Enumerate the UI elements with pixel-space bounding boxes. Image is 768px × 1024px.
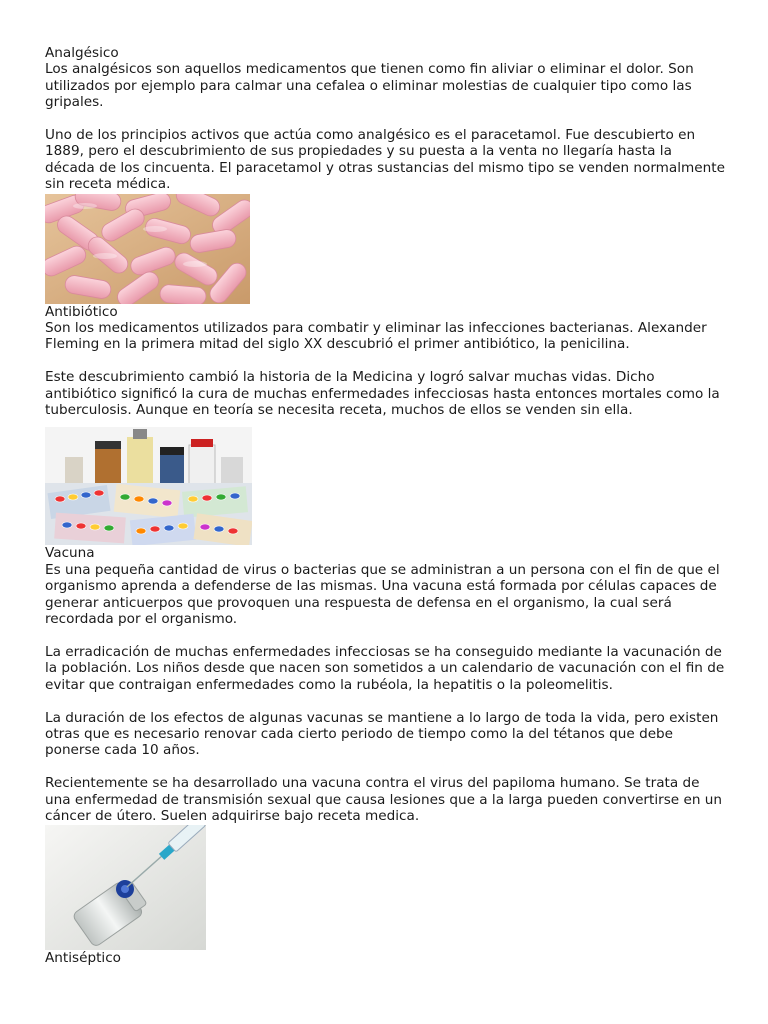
- paragraph: Uno de los principios activos que actúa como analgésico es el paracetamol. Fue descubierto en 1889, pero el descubrimiento de sus propiedades y su puesta a la venta no llegaría hasta la década de los cincuenta. El paracetamol y otras sustancias del mismo tipo se venden normalmente sin receta médica.: [45, 127, 725, 193]
- vaccine-image: [45, 825, 206, 950]
- paragraph: Recientemente se ha desarrollado una vacuna contra el virus del papiloma humano. Se trata de una enfermedad de transmisión sexual que causa lesiones que a la larga pueden convertirse en un cáncer de útero. Suelen adquirirse bajo receta medica.: [45, 775, 723, 824]
- syringe-vial-illustration: [45, 825, 206, 950]
- medicine-bottles-illustration: [45, 427, 252, 545]
- pills-image: [45, 194, 250, 304]
- paragraph-gap: [45, 693, 725, 709]
- section-title-analgesico: Analgésico: [45, 45, 119, 61]
- paragraph-gap: [45, 759, 725, 775]
- paragraph: Son los medicamentos utilizados para combatir y eliminar las infecciones bacterianas. Alexander Fleming en la primera mitad del siglo XX descubrió el primer antibiótico, la penicilina.: [45, 320, 707, 353]
- paragraph: Es una pequeña cantidad de virus o bacterias que se administran a un persona con el fin de que el organismo aprenda a defenderse de las mismas. Una vacuna está formada por células capaces de generar anticuerpos que provoquen una respuesta de defensa en el organismo, la cual será recordada por el organismo.: [45, 561, 720, 628]
- medicines-image: [45, 427, 252, 545]
- paragraph: Este descubrimiento cambió la historia de la Medicina y logró salvar muchas vidas. Dicho antibiótico significó la cura de muchas enfermedades infecciosas hasta entonces mortales como la tuberculosis. Aunque en teoría se necesita receta, muchos de ellos se venden sin ella.: [45, 369, 720, 419]
- paragraph-gap: [45, 628, 725, 644]
- section-title-antibiotico: Antibiótico: [45, 303, 118, 320]
- section-title-antiseptico: Antiséptico: [45, 950, 121, 967]
- paragraph: La duración de los efectos de algunas vacunas se mantiene a lo largo de toda la vida, pero existen otras que es necesario renovar cada cierto periodo de tiempo como la del tétanos que debe ponerse cada 10 años.: [45, 709, 719, 759]
- section-title-vacuna: Vacuna: [45, 545, 95, 562]
- pink-pills-illustration: [45, 194, 250, 304]
- paragraph-gap: [45, 353, 725, 369]
- paragraph-gap: [45, 111, 725, 127]
- paragraph: Los analgésicos son aquellos medicamentos que tienen como fin aliviar o eliminar el dolor. Son utilizados por ejemplo para calmar una cefalea o eliminar molestias de cualquier tipo como las gripales.: [45, 61, 694, 111]
- paragraph: La erradicación de muchas enfermedades infecciosas se ha conseguido mediante la vacunación de la población. Los niños desde que nacen son sometidos a un calendario de vacunación con el fin de evitar que contraigan enfermedades como la rubéola, la hepatitis o la poleomelitis.: [45, 643, 725, 693]
